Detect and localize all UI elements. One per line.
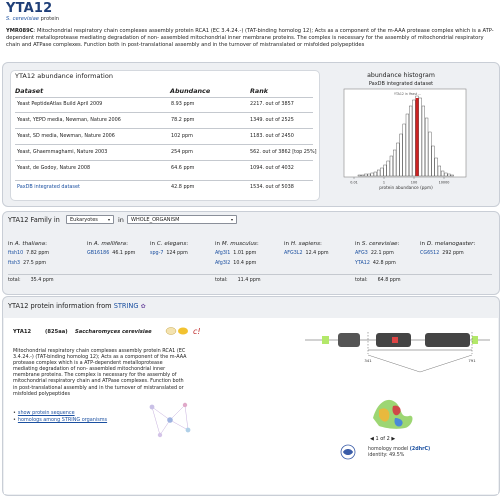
family-species-column	[215, 241, 259, 250]
species-suffix: protein	[40, 16, 60, 22]
histogram-marker-label: YTA12 in Yeast ...	[394, 92, 422, 96]
model-caption	[368, 447, 430, 459]
family-species-column	[355, 241, 399, 250]
gene-link[interactable]: ftsh10	[8, 251, 24, 256]
model-pager-text: 1 of 2	[375, 436, 390, 442]
histogram-frame	[344, 89, 466, 177]
family-gene-row	[420, 251, 464, 256]
row-divider	[15, 128, 313, 129]
string-logo-icon: ✿	[140, 303, 146, 310]
abundance-value: 102 ppm	[171, 133, 193, 139]
model-pager	[370, 436, 395, 442]
table-divider	[15, 97, 313, 98]
tissue-select-value: WHOLE_ORGANISM	[131, 217, 180, 223]
gene-abundance: 46.1 ppm	[112, 251, 136, 256]
family-gene-row	[8, 261, 46, 266]
prosite-logo-icon	[166, 328, 176, 335]
family-gene-row	[355, 261, 396, 266]
string-organism: Saccharomyces cerevisiae	[75, 329, 152, 335]
in-label: in	[118, 216, 124, 224]
abundance-value: 8.93 ppm	[171, 101, 195, 107]
row-divider	[15, 160, 313, 161]
abundance-heading: YTA12 abundance information	[15, 72, 113, 80]
in-label: in	[150, 241, 156, 247]
gene-link[interactable]: AFG3L2	[284, 251, 303, 256]
chevron-down-icon: ▾	[107, 217, 110, 222]
histogram-tick-label: 1	[382, 180, 386, 185]
gene-abundance: 124 ppm	[166, 251, 188, 256]
species-name: S. cerevisiae	[361, 241, 398, 247]
family-gene-row	[215, 261, 256, 266]
show-sequence-link[interactable]	[13, 410, 75, 416]
gene-abundance: 1.01 ppm	[233, 251, 257, 256]
gene-link[interactable]: YTA12	[355, 261, 370, 266]
dataset-link[interactable]: Yeast, de Godoy, Nature 2008	[17, 165, 91, 171]
family-total	[355, 278, 401, 283]
gene-abundance: 22.1 ppm	[370, 251, 394, 256]
rank-value: 1094. out of 4032	[250, 165, 294, 171]
domain-diagram[interactable]	[300, 328, 495, 373]
domain-box	[425, 333, 470, 347]
family-species-column	[87, 241, 128, 250]
homologs-label[interactable]: homologs among STRING organisms	[17, 417, 108, 423]
gene-abundance: 7.82 ppm	[26, 251, 50, 256]
domain-highlight	[392, 337, 398, 343]
dataset-link[interactable]: Yeast, YEPD media, Newman, Nature 2006	[17, 117, 121, 123]
histogram-subtitle: PaxDB integrated dataset	[368, 81, 434, 87]
protein-model-image[interactable]	[365, 388, 420, 434]
in-label: in	[420, 241, 426, 247]
total-label: total:	[8, 278, 21, 283]
rank-value: 1183. out of 2450	[250, 133, 294, 139]
model-identity: identity: 49.5%	[368, 453, 405, 458]
gene-abundance: 12.4 ppm	[305, 251, 329, 256]
dataset-link[interactable]: Yeast, Ghaemmaghami, Nature 2003	[17, 149, 108, 155]
in-label: in	[284, 241, 290, 247]
family-species-column	[284, 241, 322, 250]
family-gene-row	[8, 251, 49, 256]
family-species-header: in M. musculus:	[215, 241, 259, 247]
total-label: total:	[215, 278, 228, 283]
family-divider	[8, 274, 492, 275]
species-name: C. elegans	[156, 241, 187, 247]
integrated-dataset-link[interactable]	[17, 184, 80, 190]
histogram-tick-label: 100	[410, 180, 418, 185]
string-heading-prefix: YTA12 protein information from	[8, 302, 112, 310]
species-line	[6, 16, 59, 22]
c-logo-icon: c!	[193, 327, 201, 336]
family-species-header: in C. elegans:	[150, 241, 189, 247]
abundance-value: 64.6 ppm	[171, 165, 195, 171]
rank-value: 562. out of 3862 [top 25%]	[250, 149, 317, 155]
integrated-rank: 1534. out of 5038	[250, 184, 294, 190]
gene-abundance: 292 ppm	[442, 251, 464, 256]
histogram-ticks	[350, 177, 449, 185]
abundance-value: 78.2 ppm	[171, 117, 195, 123]
network-node	[183, 403, 187, 407]
rank-value: 1349. out of 2525	[250, 117, 294, 123]
string-description: Mitochondrial respiratory chain complexes assembly protein RCA1 (EC 3.4.24.-) (TAT-binding homolog 12); Acts as a component of the m-AAA protease complex which is a ATP-dependent metalloprotease mediating degradation of non- assembled mitochondrial inner membrane proteins. The complex is necessary for the assembly of mitochondrial respiratory chain and ATPase complexes. Function both in post-translational assembly and in the turnover of mistranslated or misfolded polypeptides	[13, 348, 187, 397]
abundance-value: 254 ppm	[171, 149, 193, 155]
protein-description	[6, 28, 494, 49]
gene-abundance: 10.4 ppm	[233, 261, 257, 266]
column-header-abundance: Abundance	[170, 87, 211, 95]
string-link[interactable]: STRING	[113, 302, 139, 310]
histogram-title: abundance histogram	[367, 72, 435, 79]
homologs-link[interactable]	[13, 417, 107, 423]
family-gene-row	[284, 251, 329, 256]
network-node	[186, 428, 191, 433]
model-label: homology model	[368, 447, 409, 452]
row-divider	[15, 144, 313, 145]
gene-link[interactable]: AFG3	[355, 251, 368, 256]
species-name: M. musculus	[221, 241, 257, 247]
domain-box	[338, 333, 360, 347]
taxon-select-value: Eukaryotes	[70, 217, 98, 223]
column-header-dataset: Dataset	[15, 87, 44, 95]
total-value: 64.8 ppm	[377, 278, 401, 283]
dataset-link[interactable]: Yeast, SD media, Newman, Nature 2006	[17, 133, 115, 139]
gene-link[interactable]: CG6512	[420, 251, 440, 256]
family-species-header: in S. cerevisiae:	[355, 241, 400, 247]
in-label: in	[215, 241, 221, 247]
dataset-link[interactable]: Yeast PeptideAtlas Build April 2009	[17, 101, 103, 107]
network-node	[167, 417, 173, 423]
family-total	[8, 278, 54, 283]
chevron-down-icon: ▾	[230, 217, 233, 222]
histogram-xlabel: protein abundance (ppm)	[379, 185, 433, 190]
string-protein-length: (825aa)	[45, 329, 68, 335]
string-protein-name: YTA12	[13, 329, 32, 335]
tissue-select[interactable]	[127, 215, 237, 224]
next-arrow-icon[interactable]: ▶	[391, 436, 396, 442]
gene-link[interactable]: spg-7	[150, 251, 164, 256]
gene-abundance: 27.5 ppm	[23, 261, 47, 266]
network-node	[158, 433, 162, 437]
domain-segment	[322, 336, 329, 344]
histogram-tick-label: 10000	[438, 180, 450, 185]
gene-link[interactable]: ftsh3	[8, 261, 21, 266]
family-species-header: in A. thaliana:	[8, 241, 47, 247]
prev-arrow-icon[interactable]: ◀	[370, 436, 374, 442]
integrated-dataset-label[interactable]: PaxDB integrated dataset	[17, 184, 80, 190]
description-text: : Mitochondrial respiratory chain complexes assembly protein RCA1 (EC 3.4.24.-) (TAT-binding homolog 12); Acts as a component of the m-AAA protease complex which is a ATP-dependent metalloprotease mediating degradation of non- assembled mitochondrial inner membrane proteins. The complex is necessary for the assembly of mitochondrial respiratory chain and ATPase complexes. Function both in post-translational assembly and in the turnover of mistranslated or misfolded polypeptides	[6, 28, 494, 49]
protein-id: YMR089C	[6, 28, 34, 34]
species-name: H. sapiens	[290, 241, 321, 247]
species-name: A. thaliana	[14, 241, 46, 247]
network-node	[150, 405, 155, 410]
rank-value: 2217. out of 3857	[250, 101, 294, 107]
gene-link[interactable]: Afg3l2	[215, 261, 231, 266]
taxon-select[interactable]	[66, 215, 114, 224]
species-name: D. melanogaster	[426, 241, 474, 247]
family-gene-row	[87, 251, 135, 256]
table-divider	[15, 180, 313, 181]
total-value: 11.4 ppm	[237, 278, 261, 283]
page-title: YTA12	[6, 1, 53, 16]
family-species-column	[8, 241, 47, 250]
family-gene-row	[355, 251, 394, 256]
total-label: total:	[355, 278, 368, 283]
domain-start-label: 341	[364, 358, 372, 363]
species-name: A. mellifera	[93, 241, 127, 247]
in-label: in	[355, 241, 361, 247]
family-gene-row	[215, 251, 256, 256]
species-link[interactable]: S. cerevisiae	[6, 16, 39, 22]
database-logos	[165, 325, 205, 337]
histogram-tick-label: 0.01	[350, 180, 358, 185]
row-divider	[15, 112, 313, 113]
domain-segment	[472, 336, 478, 344]
histogram-highlight-bar	[416, 98, 419, 176]
integrated-abundance: 42.8 ppm	[171, 184, 195, 190]
show-sequence-label[interactable]: show protein sequence	[17, 410, 75, 416]
abundance-histogram	[336, 86, 476, 196]
dbd-logo-icon	[178, 328, 188, 335]
gene-abundance: 42.8 ppm	[372, 261, 396, 266]
gene-link[interactable]: Afg3l1	[215, 251, 231, 256]
in-label: in	[87, 241, 93, 247]
family-species-column	[420, 241, 475, 250]
model-id-link[interactable]: (2dhrC)	[409, 447, 431, 452]
family-species-header: in D. melanogaster:	[420, 241, 476, 247]
family-gene-row	[150, 251, 188, 256]
family-species-header: in H. sapiens:	[284, 241, 322, 247]
domain-end-label: 791	[468, 358, 476, 363]
column-header-rank: Rank	[250, 87, 269, 95]
family-species-column	[150, 241, 188, 250]
string-network-image[interactable]	[140, 395, 200, 445]
gene-link[interactable]: GB16186	[87, 251, 110, 256]
total-value: 35.4 ppm	[30, 278, 54, 283]
family-total	[215, 278, 261, 283]
in-label: in	[8, 241, 14, 247]
string-heading	[8, 302, 146, 310]
family-species-header: in A. mellifera:	[87, 241, 128, 247]
family-heading: YTA12 Family in	[8, 216, 60, 224]
swissmodel-logo-icon	[338, 443, 358, 461]
